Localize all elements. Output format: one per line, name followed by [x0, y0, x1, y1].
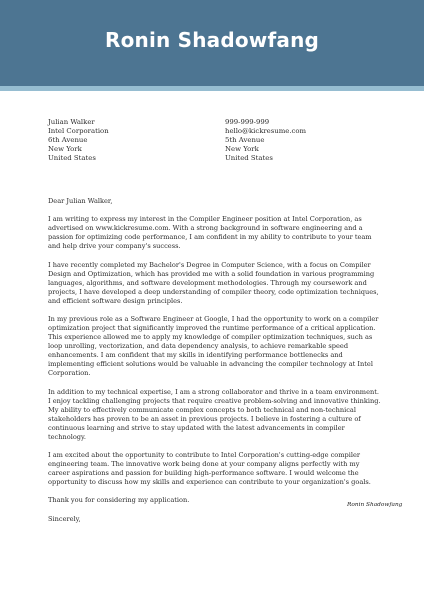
recipient-street: 6th Avenue — [48, 136, 88, 145]
closing: Sincerely, — [48, 514, 81, 523]
header-banner — [0, 0, 424, 86]
sender-email: hello@kickresume.com — [225, 127, 307, 136]
paragraph-teamwork: In addition to my technical expertise, I am a strong collaborator and thrive in a team environment. I enjoy tackling challenging projects that require creative problem-solving and innovative thinking. My ability to effectively communicate complex concepts to both technical and non-technical stakeholders has proven to be an asset in previous projects. I believe in fostering a culture of continuous learning and strive to stay updated with the latest advancements in compiler technology. — [48, 387, 381, 441]
paragraph-education: I have recently completed my Bachelor's Degree in Computer Science, with a focus on Compiler Design and Optimization, which has provided me with a solid foundation in various programming languages, algorithms, and software development methodologies. Through my coursework and projects, I have developed a deep understanding of compiler theory, code optimization techniques, and efficient software design principles. — [48, 260, 379, 305]
sender-city: New York — [225, 145, 259, 154]
paragraph-thanks: Thank you for considering my application. — [48, 496, 190, 505]
paragraph-intro: I am writing to express my interest in the Compiler Engineer position at Intel Corporation, as advertised on www.kickresume.com. With a strong background in software engineering and a passion for optimizing code performance, I am confident in my ability to contribute to your team and help drive your company's success. — [48, 215, 372, 251]
recipient-company: Intel Corporation — [48, 127, 109, 136]
sender-phone: 999-999-999 — [225, 118, 270, 126]
applicant-name: Ronin Shadowfang — [104, 28, 320, 52]
recipient-address — [48, 118, 109, 163]
sender-street: 5th Avenue — [225, 136, 265, 145]
signature: Ronin Shadowfang — [347, 502, 403, 508]
sender-country: United States — [225, 154, 273, 163]
paragraph-experience: In my previous role as a Software Engineer at Google, I had the opportunity to work on a compiler optimization project that significantly improved the runtime performance of a critical application. This experience allowed me to apply my knowledge of compiler optimization techniques, such as loop unrolling, vectorization, and data dependency analysis, to achieve remarkable speed enhancements. I am confident that my skills in identifying performance bottlenecks and implementing efficient solutions would be valuable in advancing the compiler technology at Intel Corporation. — [48, 315, 379, 378]
sender-contact — [225, 118, 306, 163]
recipient-city: New York — [48, 145, 82, 154]
recipient-name: Julian Walker — [48, 118, 95, 126]
salutation: Dear Julian Walker, — [48, 197, 113, 205]
header-accent-stripe — [0, 86, 424, 91]
recipient-country: United States — [48, 154, 96, 163]
letter-body — [48, 197, 381, 533]
paragraph-motivation: I am excited about the opportunity to contribute to Intel Corporation's cutting-edge compiler engineering team. The innovative work being done at your company aligns perfectly with my career aspirations and passion for building high-performance software. I would welcome the opportunity to discuss how my skills and experience can contribute to your organization's goals. — [48, 450, 371, 486]
